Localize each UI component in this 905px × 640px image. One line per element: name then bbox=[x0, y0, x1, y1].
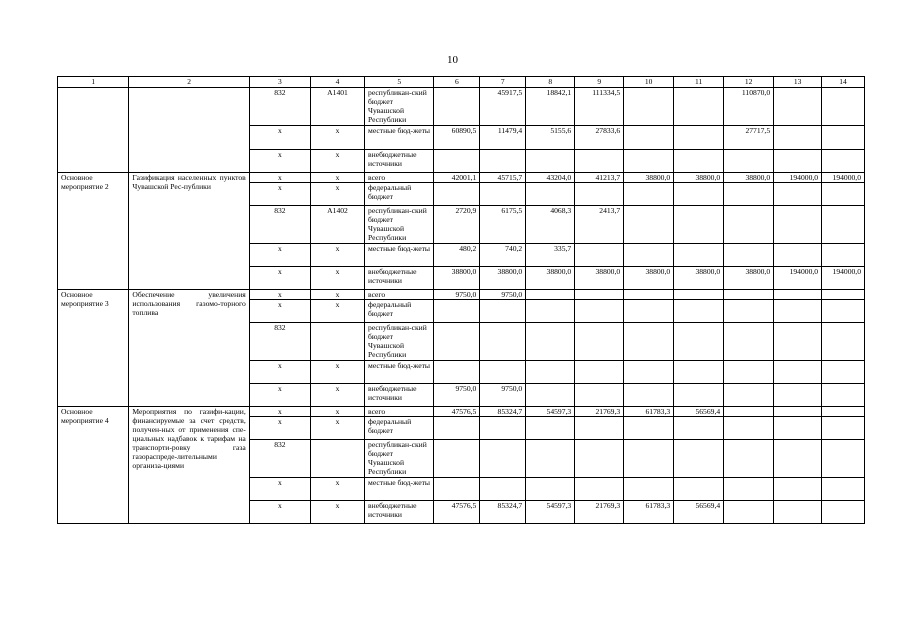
value-cell bbox=[822, 150, 865, 173]
code-cell: х bbox=[249, 290, 310, 300]
value-cell: 9750,0 bbox=[434, 290, 480, 300]
code-cell: х bbox=[310, 267, 364, 290]
value-cell bbox=[526, 300, 575, 323]
code-cell: х bbox=[310, 290, 364, 300]
value-cell bbox=[724, 150, 774, 173]
value-cell bbox=[434, 417, 480, 440]
value-cell bbox=[774, 300, 822, 323]
source-cell: федеральный бюджет bbox=[365, 417, 434, 440]
value-cell bbox=[624, 440, 674, 478]
header-cell: 5 bbox=[365, 77, 434, 88]
value-cell: 56569,4 bbox=[674, 407, 724, 417]
source-cell: федеральный бюджет bbox=[365, 300, 434, 323]
value-cell bbox=[480, 417, 526, 440]
source-cell: местные бюд-жеты bbox=[365, 126, 434, 150]
value-cell bbox=[434, 323, 480, 361]
header-cell: 4 bbox=[310, 77, 364, 88]
value-cell bbox=[822, 126, 865, 150]
value-cell bbox=[774, 478, 822, 501]
activity-description-cell: Мероприятия по газифи-кации, финансируемые за счет средств, получен-ных от применения спе-циальных надбавок к тарифам на транспорти-ровку газа газораспреде-лительными организа-циями bbox=[129, 407, 249, 524]
value-cell: 45715,7 bbox=[480, 173, 526, 183]
value-cell: 47576,5 bbox=[434, 407, 480, 417]
value-cell bbox=[724, 206, 774, 244]
value-cell bbox=[674, 150, 724, 173]
value-cell bbox=[624, 183, 674, 206]
source-cell: всего bbox=[365, 290, 434, 300]
header-cell: 14 bbox=[822, 77, 865, 88]
value-cell: 4068,3 bbox=[526, 206, 575, 244]
code-cell: х bbox=[310, 417, 364, 440]
code-cell: х bbox=[249, 478, 310, 501]
value-cell bbox=[575, 417, 624, 440]
value-cell bbox=[822, 183, 865, 206]
value-cell: 38800,0 bbox=[624, 267, 674, 290]
value-cell bbox=[724, 501, 774, 524]
code-cell: х bbox=[249, 501, 310, 524]
value-cell bbox=[774, 417, 822, 440]
value-cell bbox=[575, 150, 624, 173]
value-cell bbox=[822, 244, 865, 267]
value-cell bbox=[674, 384, 724, 407]
code-cell: х bbox=[249, 244, 310, 267]
value-cell bbox=[480, 300, 526, 323]
value-cell bbox=[526, 150, 575, 173]
code-cell: х bbox=[310, 183, 364, 206]
header-cell: 13 bbox=[774, 77, 822, 88]
value-cell bbox=[624, 478, 674, 501]
value-cell: 38800,0 bbox=[575, 267, 624, 290]
value-cell bbox=[434, 88, 480, 126]
value-cell bbox=[624, 300, 674, 323]
value-cell: 2720,9 bbox=[434, 206, 480, 244]
value-cell bbox=[724, 244, 774, 267]
value-cell bbox=[674, 126, 724, 150]
code-cell: х bbox=[310, 300, 364, 323]
source-cell: внебюджетные источники bbox=[365, 267, 434, 290]
code-cell: х bbox=[310, 361, 364, 384]
source-cell: местные бюд-жеты bbox=[365, 361, 434, 384]
value-cell bbox=[480, 440, 526, 478]
value-cell bbox=[724, 361, 774, 384]
value-cell: 11479,4 bbox=[480, 126, 526, 150]
code-cell: х bbox=[310, 501, 364, 524]
table-row bbox=[58, 173, 865, 183]
code-cell: 832 bbox=[249, 206, 310, 244]
value-cell bbox=[674, 300, 724, 323]
value-cell: 480,2 bbox=[434, 244, 480, 267]
value-cell bbox=[674, 361, 724, 384]
value-cell: 194000,0 bbox=[822, 267, 865, 290]
value-cell bbox=[774, 206, 822, 244]
source-cell: внебюджетные источники bbox=[365, 384, 434, 407]
value-cell bbox=[526, 323, 575, 361]
value-cell bbox=[674, 88, 724, 126]
value-cell: 2413,7 bbox=[575, 206, 624, 244]
value-cell bbox=[480, 361, 526, 384]
code-cell: А1401 bbox=[310, 88, 364, 126]
value-cell bbox=[724, 183, 774, 206]
code-cell bbox=[310, 440, 364, 478]
header-cell: 12 bbox=[724, 77, 774, 88]
value-cell bbox=[774, 88, 822, 126]
code-cell: х bbox=[249, 384, 310, 407]
value-cell bbox=[724, 440, 774, 478]
code-cell: х bbox=[310, 150, 364, 173]
value-cell bbox=[724, 417, 774, 440]
activity-name-cell: Основное мероприятие 2 bbox=[58, 173, 129, 290]
code-cell: х bbox=[249, 267, 310, 290]
value-cell: 38800,0 bbox=[674, 267, 724, 290]
budget-table bbox=[57, 76, 865, 524]
value-cell bbox=[822, 88, 865, 126]
value-cell bbox=[822, 501, 865, 524]
value-cell bbox=[774, 126, 822, 150]
header-cell: 1 bbox=[58, 77, 129, 88]
value-cell: 56569,4 bbox=[674, 501, 724, 524]
code-cell: х bbox=[310, 478, 364, 501]
table-header-row bbox=[58, 77, 865, 88]
value-cell: 6175,5 bbox=[480, 206, 526, 244]
code-cell: х bbox=[249, 126, 310, 150]
value-cell bbox=[774, 323, 822, 361]
value-cell: 194000,0 bbox=[822, 173, 865, 183]
value-cell bbox=[774, 407, 822, 417]
value-cell bbox=[724, 407, 774, 417]
value-cell bbox=[624, 323, 674, 361]
value-cell bbox=[526, 361, 575, 384]
value-cell: 27833,6 bbox=[575, 126, 624, 150]
value-cell bbox=[575, 300, 624, 323]
value-cell bbox=[822, 323, 865, 361]
value-cell: 38800,0 bbox=[480, 267, 526, 290]
value-cell bbox=[674, 440, 724, 478]
code-cell: х bbox=[249, 173, 310, 183]
value-cell: 194000,0 bbox=[774, 173, 822, 183]
value-cell bbox=[774, 361, 822, 384]
value-cell bbox=[674, 206, 724, 244]
header-cell: 11 bbox=[674, 77, 724, 88]
value-cell bbox=[774, 183, 822, 206]
value-cell bbox=[674, 290, 724, 300]
value-cell bbox=[724, 323, 774, 361]
value-cell: 47576,5 bbox=[434, 501, 480, 524]
value-cell bbox=[480, 323, 526, 361]
value-cell: 27717,5 bbox=[724, 126, 774, 150]
value-cell bbox=[575, 384, 624, 407]
value-cell: 9750,0 bbox=[480, 290, 526, 300]
value-cell: 194000,0 bbox=[774, 267, 822, 290]
value-cell bbox=[624, 417, 674, 440]
value-cell bbox=[822, 407, 865, 417]
value-cell: 18842,1 bbox=[526, 88, 575, 126]
value-cell: 111334,5 bbox=[575, 88, 624, 126]
value-cell: 85324,7 bbox=[480, 407, 526, 417]
source-cell: всего bbox=[365, 407, 434, 417]
header-cell: 9 bbox=[575, 77, 624, 88]
value-cell: 38800,0 bbox=[624, 173, 674, 183]
code-cell: 832 bbox=[249, 440, 310, 478]
code-cell: х bbox=[310, 407, 364, 417]
value-cell: 110870,0 bbox=[724, 88, 774, 126]
value-cell bbox=[624, 244, 674, 267]
value-cell: 9750,0 bbox=[480, 384, 526, 407]
value-cell bbox=[526, 440, 575, 478]
value-cell bbox=[575, 361, 624, 384]
value-cell bbox=[774, 290, 822, 300]
value-cell bbox=[724, 478, 774, 501]
value-cell: 335,7 bbox=[526, 244, 575, 267]
source-cell: местные бюд-жеты bbox=[365, 478, 434, 501]
value-cell bbox=[624, 206, 674, 244]
value-cell bbox=[674, 183, 724, 206]
value-cell bbox=[822, 290, 865, 300]
table-row bbox=[58, 88, 865, 126]
code-cell: 832 bbox=[249, 88, 310, 126]
value-cell bbox=[822, 300, 865, 323]
code-cell: А1402 bbox=[310, 206, 364, 244]
value-cell bbox=[575, 323, 624, 361]
activity-name-cell bbox=[58, 88, 129, 173]
code-cell: х bbox=[249, 417, 310, 440]
value-cell bbox=[526, 417, 575, 440]
source-cell: всего bbox=[365, 173, 434, 183]
value-cell bbox=[774, 244, 822, 267]
value-cell: 38800,0 bbox=[724, 173, 774, 183]
header-cell: 8 bbox=[526, 77, 575, 88]
value-cell: 60890,5 bbox=[434, 126, 480, 150]
code-cell: 832 bbox=[249, 323, 310, 361]
value-cell bbox=[822, 384, 865, 407]
value-cell: 21769,3 bbox=[575, 407, 624, 417]
value-cell: 54597,3 bbox=[526, 407, 575, 417]
value-cell: 41213,7 bbox=[575, 173, 624, 183]
value-cell bbox=[624, 150, 674, 173]
source-cell: республикан-ский бюджет Чувашской Республики bbox=[365, 440, 434, 478]
value-cell: 43204,0 bbox=[526, 173, 575, 183]
value-cell: 5155,6 bbox=[526, 126, 575, 150]
value-cell bbox=[724, 384, 774, 407]
value-cell bbox=[822, 361, 865, 384]
source-cell: республикан-ский бюджет Чувашской Республики bbox=[365, 206, 434, 244]
code-cell bbox=[310, 323, 364, 361]
activity-description-cell bbox=[129, 88, 249, 173]
table-row bbox=[58, 290, 865, 300]
code-cell: х bbox=[310, 173, 364, 183]
value-cell bbox=[624, 384, 674, 407]
value-cell bbox=[822, 206, 865, 244]
value-cell bbox=[774, 501, 822, 524]
header-cell: 3 bbox=[249, 77, 310, 88]
value-cell bbox=[575, 290, 624, 300]
value-cell bbox=[434, 183, 480, 206]
code-cell: х bbox=[249, 300, 310, 323]
value-cell: 54597,3 bbox=[526, 501, 575, 524]
value-cell: 21769,3 bbox=[575, 501, 624, 524]
source-cell: республикан-ский бюджет Чувашской Республики bbox=[365, 323, 434, 361]
value-cell: 38800,0 bbox=[526, 267, 575, 290]
value-cell bbox=[480, 183, 526, 206]
activity-description-cell: Газификация населенных пунктов Чувашской Рес-публики bbox=[129, 173, 249, 290]
source-cell: внебюджетные источники bbox=[365, 501, 434, 524]
value-cell bbox=[575, 440, 624, 478]
value-cell bbox=[526, 183, 575, 206]
source-cell: федеральный бюджет bbox=[365, 183, 434, 206]
value-cell bbox=[822, 417, 865, 440]
activity-name-cell: Основное мероприятие 3 bbox=[58, 290, 129, 407]
value-cell bbox=[674, 417, 724, 440]
page-number: 10 bbox=[447, 54, 458, 66]
value-cell: 45917,5 bbox=[480, 88, 526, 126]
value-cell bbox=[774, 150, 822, 173]
value-cell bbox=[434, 440, 480, 478]
header-cell: 7 bbox=[480, 77, 526, 88]
header-cell: 10 bbox=[624, 77, 674, 88]
code-cell: х bbox=[249, 407, 310, 417]
value-cell bbox=[624, 361, 674, 384]
code-cell: х bbox=[249, 150, 310, 173]
code-cell: х bbox=[310, 384, 364, 407]
value-cell bbox=[480, 150, 526, 173]
value-cell bbox=[822, 440, 865, 478]
value-cell bbox=[526, 290, 575, 300]
value-cell bbox=[624, 126, 674, 150]
code-cell: х bbox=[310, 126, 364, 150]
value-cell bbox=[674, 323, 724, 361]
value-cell bbox=[575, 183, 624, 206]
header-cell: 6 bbox=[434, 77, 480, 88]
value-cell bbox=[434, 361, 480, 384]
activity-description-cell: Обеспечение увеличения использования газомо-торного топлива bbox=[129, 290, 249, 407]
value-cell bbox=[575, 478, 624, 501]
value-cell: 38800,0 bbox=[724, 267, 774, 290]
value-cell: 740,2 bbox=[480, 244, 526, 267]
value-cell bbox=[434, 478, 480, 501]
value-cell bbox=[822, 478, 865, 501]
value-cell bbox=[774, 440, 822, 478]
source-cell: республикан-ский бюджет Чувашской Республики bbox=[365, 88, 434, 126]
value-cell bbox=[774, 384, 822, 407]
value-cell bbox=[624, 88, 674, 126]
source-cell: местные бюд-жеты bbox=[365, 244, 434, 267]
value-cell bbox=[624, 290, 674, 300]
value-cell bbox=[526, 384, 575, 407]
table-row bbox=[58, 407, 865, 417]
value-cell: 61783,3 bbox=[624, 407, 674, 417]
code-cell: х bbox=[249, 361, 310, 384]
activity-name-cell: Основное мероприятие 4 bbox=[58, 407, 129, 524]
value-cell bbox=[674, 244, 724, 267]
value-cell: 85324,7 bbox=[480, 501, 526, 524]
code-cell: х bbox=[249, 183, 310, 206]
value-cell bbox=[480, 478, 526, 501]
source-cell: внебюджетные источники bbox=[365, 150, 434, 173]
value-cell: 42001,1 bbox=[434, 173, 480, 183]
value-cell bbox=[724, 290, 774, 300]
value-cell: 38800,0 bbox=[674, 173, 724, 183]
value-cell bbox=[434, 300, 480, 323]
value-cell bbox=[526, 478, 575, 501]
value-cell bbox=[575, 244, 624, 267]
value-cell: 61783,3 bbox=[624, 501, 674, 524]
value-cell: 9750,0 bbox=[434, 384, 480, 407]
value-cell bbox=[434, 150, 480, 173]
value-cell bbox=[724, 300, 774, 323]
value-cell: 38800,0 bbox=[434, 267, 480, 290]
header-cell: 2 bbox=[129, 77, 249, 88]
code-cell: х bbox=[310, 244, 364, 267]
value-cell bbox=[674, 478, 724, 501]
